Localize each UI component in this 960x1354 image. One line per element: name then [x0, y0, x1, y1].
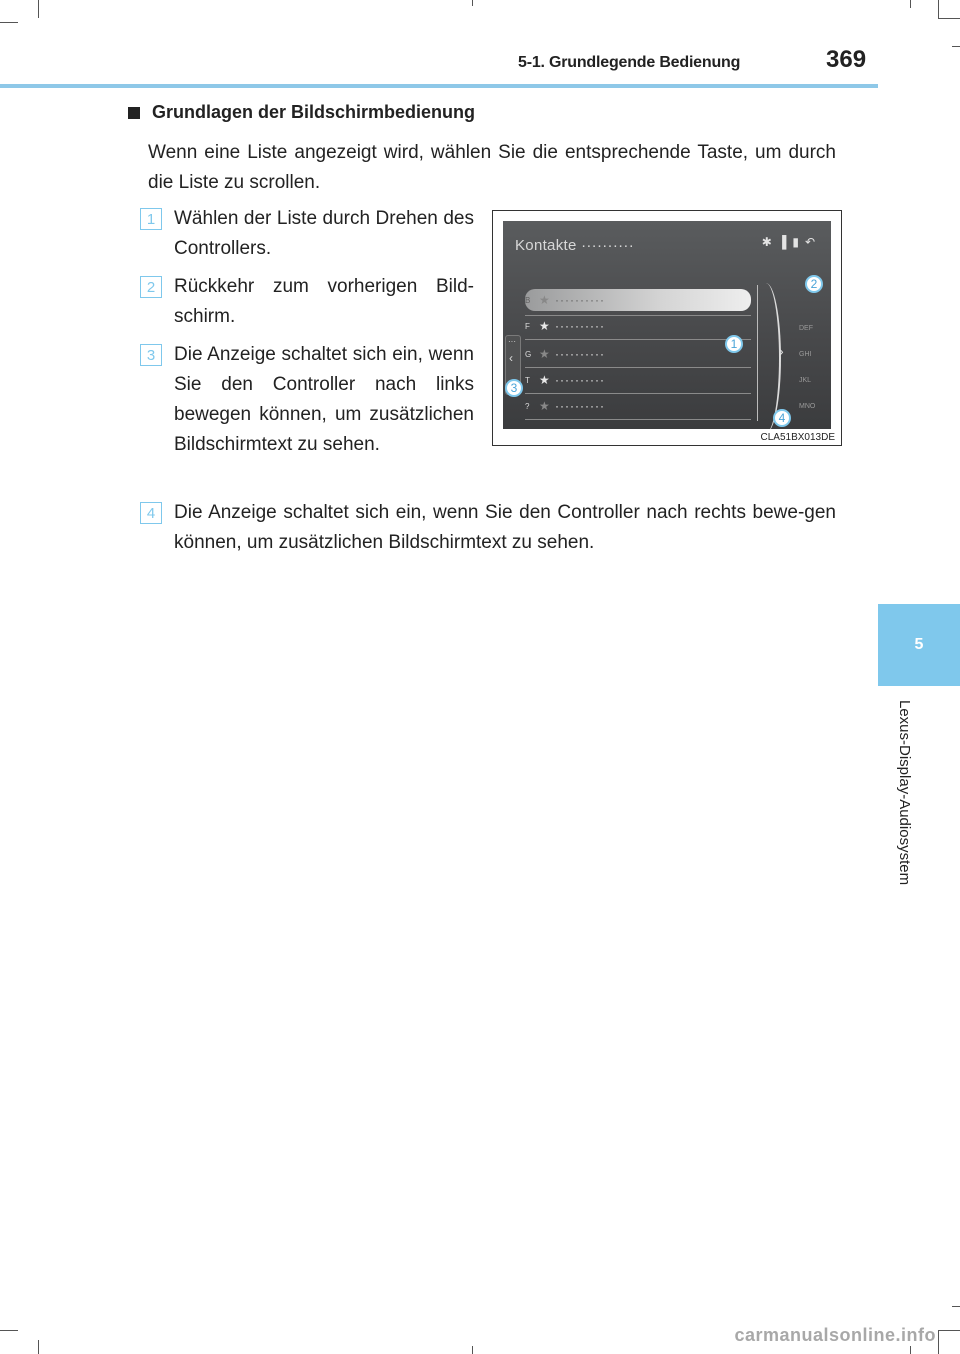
scroll-bar[interactable]: [751, 283, 781, 429]
crop-mark: [0, 1330, 18, 1331]
item-number-2: 2: [140, 276, 162, 298]
crop-mark: [38, 1340, 39, 1354]
callout-1: 1: [725, 335, 743, 353]
item-number-1: 1: [140, 208, 162, 230]
item-number-4: 4: [140, 502, 162, 524]
signal-icon: ▐: [777, 235, 787, 249]
screen-illustration: [492, 210, 842, 446]
star-icon: ★: [539, 399, 550, 413]
crop-mark: [952, 46, 960, 47]
chapter-tab-label: Lexus-Display-Audiosystem: [896, 700, 913, 886]
item-text-2: Rückkehr zum vorherigen Bild-schirm.: [174, 276, 474, 327]
figure-code: CLA51BX013DE: [760, 432, 835, 443]
item-text-1: Wählen der Liste durch Drehen des Controllers.: [174, 208, 474, 259]
alpha-index-item[interactable]: MNO: [799, 403, 816, 410]
chevron-right-icon: ›: [779, 343, 784, 359]
crop-mark: [0, 22, 18, 23]
watermark: carmanualsonline.info: [734, 1325, 936, 1345]
crop-mark: [952, 1306, 960, 1307]
crop-mark: [938, 1330, 939, 1354]
row-name: ··········: [555, 347, 605, 361]
crop-mark: [910, 0, 911, 8]
list-item[interactable]: [525, 315, 751, 337]
crop-mark: [938, 0, 939, 18]
chapter-tab-number: 5: [878, 604, 960, 686]
alpha-index-item[interactable]: JKL: [799, 377, 812, 384]
alpha-index-item[interactable]: DEF: [799, 325, 813, 332]
page-number: 369: [826, 46, 867, 73]
callout-4: 4: [773, 409, 791, 427]
intro-paragraph: Wenn eine Liste angezeigt wird, wählen Sie die entsprechende Taste, um durch die Liste zu scrollen.: [148, 142, 836, 193]
status-bar: [762, 235, 815, 249]
row-index: ?: [525, 401, 530, 411]
star-icon: ★: [539, 373, 550, 387]
callout-3: 3: [505, 379, 523, 397]
list-item[interactable]: [525, 395, 751, 417]
crop-mark: [938, 18, 960, 19]
square-bullet-icon: [128, 107, 140, 119]
star-icon: ★: [539, 347, 550, 361]
list-item[interactable]: [525, 343, 751, 365]
crop-mark: [938, 1330, 960, 1331]
section-heading-text: Grundlagen der Bildschirmbedienung: [152, 102, 476, 122]
row-divider: [525, 419, 751, 420]
row-divider: [525, 339, 751, 340]
display-screen: [503, 221, 831, 429]
header-section-title: 5-1. Grundlegende Bedienung: [518, 54, 741, 71]
screen-title: Kontakte ··········: [515, 237, 635, 254]
crop-mark: [472, 0, 473, 6]
crop-mark: [472, 1346, 473, 1354]
row-index: G: [525, 349, 532, 359]
item-number-3: 3: [140, 344, 162, 366]
more-dots-icon: ···: [508, 337, 516, 346]
row-name: ··········: [555, 293, 605, 307]
list-item[interactable]: [525, 289, 751, 311]
row-index: B: [525, 295, 531, 305]
row-index: F: [525, 321, 530, 331]
back-icon[interactable]: ↶: [804, 235, 815, 249]
item-text-4: Die Anzeige schaltet sich ein, wenn Sie den Controller nach rechts bewe-gen können, um zusätzlichen Bildschirmtext zu sehen.: [174, 502, 836, 553]
crop-mark: [38, 0, 39, 18]
battery-icon: ▮: [792, 235, 799, 249]
star-icon: ★: [539, 319, 550, 333]
item-text-3: Die Anzeige schaltet sich ein, wenn Sie den Controller nach links bewegen können, um zusätzlichen Bildschirmtext zu sehen.: [174, 344, 474, 455]
star-icon: ★: [539, 293, 550, 307]
list-item[interactable]: [525, 369, 751, 391]
row-name: ··········: [555, 373, 605, 387]
row-name: ··········: [555, 319, 605, 333]
row-index: T: [525, 375, 530, 385]
row-divider: [525, 393, 751, 394]
alpha-index-item[interactable]: GHI: [799, 351, 812, 358]
row-name: ··········: [555, 399, 605, 413]
row-divider: [525, 367, 751, 368]
section-heading: [128, 102, 475, 123]
callout-2: 2: [805, 275, 823, 293]
chevron-left-icon: ‹: [509, 351, 513, 365]
bluetooth-icon: ✱: [761, 235, 772, 249]
crop-mark: [910, 1346, 911, 1354]
header-rule: [0, 84, 878, 88]
